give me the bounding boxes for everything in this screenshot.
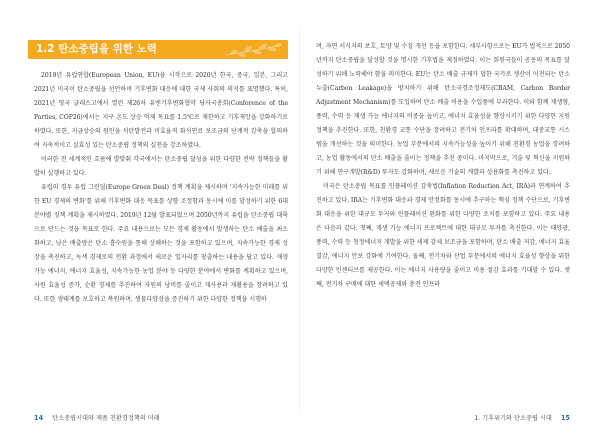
running-head: 탄소중립시대와 제품 친환경정책의 미래 bbox=[52, 415, 160, 422]
body-paragraph: 2019년 유럽연합(European Union, EU)을 시작으로 2020년 한국, 중국, 일본, 그리고 2021년 미국이 탄소중립을 선언하며 기후변화 대응에 대한 국제 사회의 의지를 표명했다. 특히, 2021년 영국 글래스고에서 열린 제26차 유엔기후변화협약 당사국총회(Conference of the Parties, COP26)에서는 지구 온도 상승 억제 목표를 1.5℃로 제한하고 기후재앙을 강화하기로 하였다. 또한, 지금상승의 원인을 석탄발전과 비효율적 화석연료 보조금의 단계적 감축을 합의하여 자속적이고 실효성 있는 탄소중립 정책의 실천을 강조하였다. bbox=[34, 72, 288, 149]
running-head: 1. 기후위기와 탄소중립 시대 bbox=[474, 415, 552, 422]
page-number: 15 bbox=[560, 414, 570, 422]
body-paragraph: 며, 자연 서식지의 보호, 토양 및 수질 개선 등을 포함한다. 세부사항으로는 EU가 법적으로 2050년까지 탄소중립을 달성할 것을 명시한 기후법을 제정하였다. 이는 회원국들이 공동의 목표를 달성하기 위해 노력해야 함을 의미한다. EU는 탄소 배출 규제가 덜한 국가로 생산이 이전되는 탄소 누출(Carbon Leakage)을 방지하기 위해 탄소국경조정제도(CBAM, Carbon Border Adjustment Mechanism)를 도입하여 탄소 배출 비용을 수입품에 부과한다. 이와 함께 재생형, 풍력, 수력 등 재생 가능 에너지의 비중을 높이고, 에너지 효율성을 향상시키기 위한 다양한 지원 정책을 추진한다. 또한, 친환경 교통 수단을 장려하고 전기차 인프라를 확대하며, 대중교통 시스템을 개선하는 것을 의미한다. 농업 부문에서의 지속가능성을 높이기 위해 친환경 농업을 장려하고, 농업 활동에서의 탄소 배출을 줄이는 정책을 추진 중이다. 마지막으로, 기술 및 혁신을 지원하기 위해 연구개발(R&D) 투자도 강화하며, 새로운 기술의 개발과 상용화를 촉진하고 있다. bbox=[316, 43, 570, 176]
leaf-sprig-icon bbox=[224, 43, 284, 57]
section-title: 1.2 탄소중립을 위한 노력 bbox=[36, 43, 157, 55]
left-page-footer bbox=[34, 413, 160, 422]
body-paragraph: 미국은 탄소중립 목표를 인플레이션 감축법(Inflation Reduction Act, IRA)과 연계하여 추진하고 있다. IRA는 기후변화 대응과 경제 안정화를 동시에 추구하는 핵심 정책 수단으로, 기후변화 대응을 위한 대규모 투자와 인플레이션 완화를 위한 다양한 조치를 포함하고 있다. 주요 내용은 다음과 같다. 첫째, 재생 가능 에너지 프로젝트에 대한 대규모 투자를 촉진한다. 이는 태양광, 풍력, 수력 등 청정에너지 개발을 위한 세제 감세 보조금을 포함하며, 탄소 배출 저감, 에너지 효율 결감, 에너지 안보 강화에 기여한다. 둘째, 전기차와 산업 부문에서의 에너지 효율성 향상을 위한 다양한 인센티브를 제공한다. 이는 에너지 사용량을 줄이고 비용 절감 효과를 기대할 수 있다. 셋째, 전기차 구매에 대한 세액공제와 충전 인프라 bbox=[316, 183, 570, 288]
right-page-footer bbox=[474, 413, 570, 422]
page-number: 14 bbox=[34, 414, 44, 422]
right-page bbox=[300, 0, 600, 444]
section-title-bar bbox=[28, 40, 288, 59]
body-paragraph: 이러한 전 세계적인 흐름에 발맞춰 각국에서는 탄소중립 달성을 위한 다양한 전략 정책들을 활발히 실행하고 있다. bbox=[34, 156, 288, 177]
body-paragraph: 유럽의 경우 유럽 그린딜(Europe Green Deal) 정책 계획을 제시하며 '지속가능한 미래를 위한 EU 경제의 변화'를 위해 기후변화 대응 목표를 상향 조정함과 동시에 이를 달성하기 위한 6대 분야별 정책 계획을 제시하였다. 2019년 12월 발표되었으며 2050년까지 유럽을 탄소중립 대륙으로 만드는 것을 목표로 한다. 주요 내용으로는 모든 경제 활동에서 발생하는 탄소 배출을 최소화하고, 남은 배출량은 탄소 흡수원을 통해 상쇄하는 것을 포함하고 있으며, 지속가능한 경제 성장을 촉진하고, 녹색 경제로의 전환 과정에서 새로운 일자리를 창출하는 내용을 담고 있다. 재생 가능 에너지, 에너지 효율성, 지속가능한 농업 분야 등 다양한 분야에서 변화를 계획하고 있으며, 자원 효율성 증가, 순환 경제를 추진하여 자원의 낭비를 줄이고 재사용과 재활용을 장려하고 있다. 또한 생태계를 보호하고 복원하며, 생물다양성을 증진하기 위한 다양한 정책을 시행하 bbox=[34, 184, 288, 303]
